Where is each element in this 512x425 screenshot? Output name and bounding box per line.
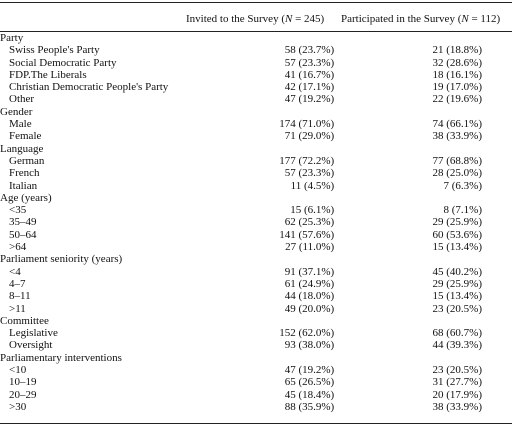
column-header-participated [341,13,500,25]
table-row [0,376,512,388]
group-header-row [0,192,512,204]
group-label: Committee [0,314,49,327]
table-row [0,229,512,241]
participated-value: 28 (25.0%) [432,167,482,180]
participated-value: 68 (60.7%) [432,327,482,340]
group-header-row [0,143,512,155]
invited-value [217,106,334,118]
column-header-invited [186,13,324,25]
invited-value [217,32,334,44]
participated-value [334,32,512,44]
row-label: >11 [9,302,26,315]
group-header-row [0,352,512,364]
table-row [0,57,512,69]
table-row [0,339,512,351]
invited-value: 45 (18.4%) [284,388,335,401]
participated-value: 19 (17.0%) [432,81,482,94]
invited-value: 47 (19.2%) [284,364,335,377]
group-header-row [0,32,512,44]
row-label: Italian [9,179,38,192]
group-label: Gender [0,105,33,118]
col2-prefix: Participated in the Survey ( [341,13,462,25]
invited-value: 27 (11.0%) [285,241,335,254]
row-label: German [9,154,45,167]
table-row [0,303,512,315]
row-label: Legislative [9,327,58,340]
row-label: Female [9,130,42,143]
col1-n: N [284,13,293,25]
table-row [0,130,512,142]
group-label: Parliament seniority (years) [0,253,123,266]
participated-value: 8 (7.1%) [443,204,482,217]
invited-value: 15 (6.1%) [290,204,335,217]
invited-value: 62 (25.3%) [284,216,335,229]
bottom-rule [0,423,512,424]
participated-value: 7 (6.3%) [443,179,482,192]
participated-value: 31 (27.7%) [432,376,482,389]
row-label: Oversight [9,339,53,352]
participated-value: 21 (18.8%) [432,44,482,57]
participated-value: 29 (25.9%) [432,277,482,290]
invited-value: 47 (19.2%) [284,93,335,106]
row-label: >30 [9,400,27,413]
table-row [0,204,512,216]
invited-value [217,315,334,327]
invited-value: 174 (71.0%) [279,118,335,131]
table-row [0,389,512,401]
row-label: Social Democratic Party [9,56,117,69]
participated-value: 45 (40.2%) [432,265,482,278]
row-label: 50–64 [9,228,37,241]
table-row [0,216,512,228]
row-label: Other [9,93,35,106]
row-label: French [9,167,40,180]
table-row [0,180,512,192]
invited-value: 57 (23.3%) [284,167,335,180]
participated-value: 15 (13.4%) [432,241,482,254]
invited-value: 44 (18.0%) [284,290,335,303]
row-label: Christian Democratic People's Party [9,81,169,94]
participated-value: 29 (25.9%) [432,216,482,229]
table-row [0,93,512,105]
table-row [0,241,512,253]
invited-value [217,192,334,204]
row-label: <10 [9,364,27,377]
table-row [0,155,512,167]
table-row [0,167,512,179]
participated-value: 23 (20.5%) [432,364,482,377]
participated-value [334,192,512,204]
table-row [0,69,512,81]
participated-value: 23 (20.5%) [432,302,482,315]
group-header-row [0,106,512,118]
group-label: Language [0,142,44,155]
invited-value [217,352,334,364]
row-label: 8–11 [9,290,31,303]
top-rule [0,2,512,3]
row-label: <35 [9,204,27,217]
invited-value [217,253,334,265]
participated-value: 74 (66.1%) [432,118,482,131]
invited-value: 58 (23.7%) [284,44,335,57]
participated-value: 77 (68.8%) [432,154,482,167]
row-label: 10–19 [9,376,37,389]
participated-value: 60 (53.6%) [432,228,482,241]
invited-value: 71 (29.0%) [284,130,335,143]
invited-value: 42 (17.1%) [284,81,335,94]
table-row [0,364,512,376]
participated-value [334,253,512,265]
group-label: Party [0,32,24,44]
row-label: 4–7 [9,277,26,290]
invited-value: 11 (4.5%) [290,179,335,192]
group-label: Parliamentary interventions [0,351,122,364]
invited-value: 61 (24.9%) [284,277,335,290]
participated-value: 32 (28.6%) [432,56,482,69]
participated-value: 18 (16.1%) [432,68,482,81]
row-label: 35–49 [9,216,37,229]
col2-suffix: = 112) [468,13,501,25]
participated-value [334,106,512,118]
table-row [0,401,512,413]
col2-n: N [461,13,469,25]
row-label: <4 [9,265,21,278]
table-body [0,32,512,413]
table-row [0,266,512,278]
invited-value: 152 (62.0%) [279,327,335,340]
table-row [0,44,512,56]
invited-value: 57 (23.3%) [284,56,335,69]
participated-value: 20 (17.9%) [432,388,482,401]
participated-value: 44 (39.3%) [432,339,482,352]
participated-value: 22 (19.6%) [432,93,482,106]
table-row [0,81,512,93]
table-row [0,290,512,302]
participated-value: 38 (33.9%) [432,400,482,413]
group-header-row [0,315,512,327]
invited-value: 49 (20.0%) [284,302,335,315]
invited-value: 141 (57.6%) [279,228,335,241]
invited-value: 88 (35.9%) [284,400,335,413]
col1-suffix: = 245) [292,13,325,25]
table-row [0,118,512,130]
col1-prefix: Invited to the Survey ( [186,13,285,25]
invited-value: 91 (37.1%) [284,265,335,278]
group-label: Age (years) [0,191,52,204]
row-label: FDP.The Liberals [9,68,87,81]
group-header-row [0,253,512,265]
table-row [0,278,512,290]
invited-value: 41 (16.7%) [284,68,335,81]
invited-value: 93 (38.0%) [284,339,335,352]
row-label: Swiss People's Party [9,44,100,57]
row-label: 20–29 [9,388,37,401]
data-table [0,32,512,413]
participated-value [334,143,512,155]
participated-value: 38 (33.9%) [432,130,482,143]
row-label: >64 [9,241,27,254]
invited-value [217,143,334,155]
row-label: Male [9,118,32,131]
invited-value: 177 (72.2%) [279,154,335,167]
invited-value: 65 (26.5%) [284,376,335,389]
participated-value [334,315,512,327]
participated-value [334,352,512,364]
participated-value: 15 (13.4%) [432,290,482,303]
table-row [0,327,512,339]
